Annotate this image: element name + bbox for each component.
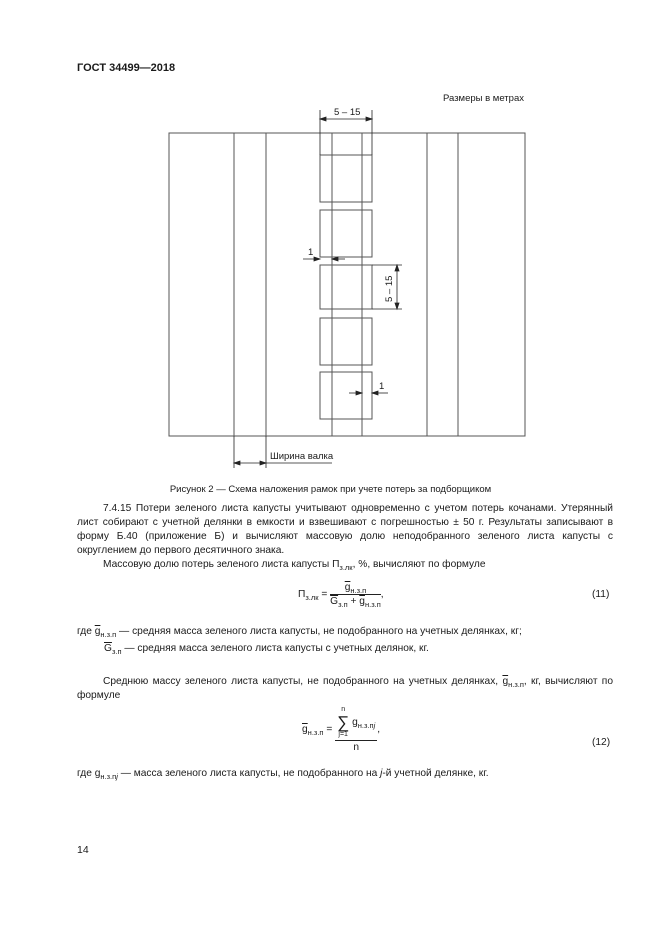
dimensions-note: Размеры в метрах: [443, 93, 524, 104]
frame-4: [320, 318, 372, 365]
frame-3: [320, 265, 372, 309]
formula-12-intro: Среднюю массу зеленого листа капусты, не подобранного на учетных делянках, $\overline{g}_{н.з.п}$, кг, вычисляют по формуле: [77, 676, 613, 701]
dim-frame-height-label: 5 – 15: [384, 275, 395, 302]
definition-2: $\overline{G}_{з.п}$ — средняя масса зеленого листа капусты с учетных делянок, кг.: [104, 643, 429, 656]
document-header: ГОСТ 34499—2018: [77, 62, 176, 74]
formula-12-number: (12): [592, 737, 611, 748]
swath-band-right: [427, 133, 458, 436]
dim-offset-right-label: 1: [379, 381, 385, 392]
definition-3: где $g_{н.з.пj}$ — масса зеленого листа капусты, не подобранного на j-й учетной делянке, кг.: [77, 768, 489, 781]
formula-11-intro: Массовую долю потерь зеленого листа капусты $П_{з.лк}$, %, вычисляют по формуле: [103, 559, 486, 572]
sum-symbol: ∑: [337, 713, 350, 732]
frame-1: [320, 155, 372, 202]
field-outline: [169, 133, 525, 436]
definition-1: где $\overline{g}_{н.з.п}$ — средняя масса зеленого листа капусты, не подобранного на учетных делянках, кг;: [77, 626, 522, 639]
paragraph-7-4-15-text: 7.4.15 Потери зеленого листа капусты учитывают одновременно с учетом потерь кочанами. Утерянный лист собирают с учетной делянки в емкости и взвешивают с погрешностью ± 50 г. Результаты записывают в форму Б.40 (приложение Б) и вычисляют массовую долю неподобранного зеленого листа капусты с округлением до первого десятичного знака.: [77, 503, 613, 556]
formula-11-number: (11): [592, 589, 610, 600]
swath-width-label: Ширина валка: [270, 451, 334, 462]
dim-frame-width-label: 5 – 15: [334, 107, 361, 118]
page-number: 14: [77, 844, 89, 856]
formula-12: $\overline{g}_{н.з.п}$ = n ∑ j=1 $g_{н.з.пj}$ n ,: [302, 706, 381, 753]
frame-2: [320, 210, 372, 257]
paragraph-7-4-15: [77, 502, 613, 572]
swath-band-left: [234, 133, 266, 436]
figure-caption: Рисунок 2 — Схема наложения рамок при учете потерь за подборщиком: [169, 484, 492, 495]
dim-offset-left-label: 1: [308, 247, 314, 258]
swath-band-center: [332, 133, 362, 436]
frame-5: [320, 372, 372, 419]
formula-11: $П_{з.лк}$ = $\frac{\overline{g}_{н.з.п}}{\overline{G}_{з.п} + \overline{g}_{н.з.п}}$ ,: [298, 582, 384, 609]
